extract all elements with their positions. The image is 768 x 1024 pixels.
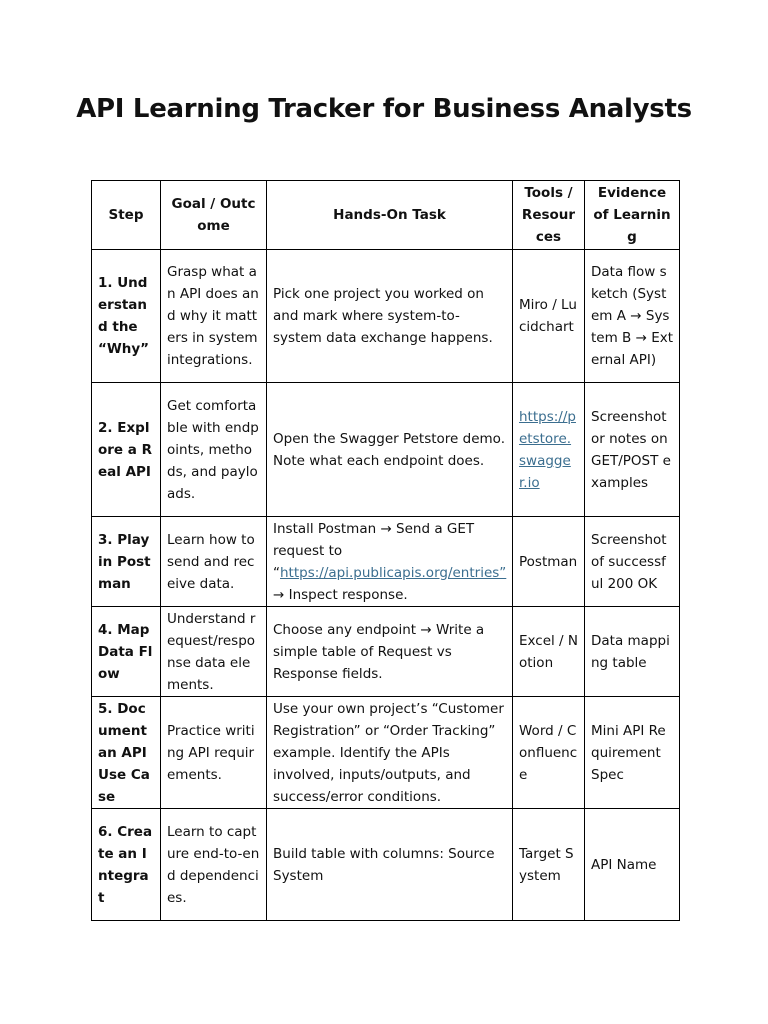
header-task: Hands-On Task <box>267 181 513 250</box>
goal-cell: Learn how to send and receive data. <box>161 517 267 607</box>
header-goal: Goal / Outcome <box>161 181 267 250</box>
step-cell: 5. Document an API Use Case <box>92 697 161 809</box>
goal-cell: Get comfortable with endpoints, methods, and payloads. <box>161 383 267 517</box>
step-cell: 2. Explore a Real API <box>92 383 161 517</box>
tools-cell: Miro / Lucidchart <box>513 250 585 383</box>
table-row <box>92 383 680 517</box>
tools-cell: Postman <box>513 517 585 607</box>
table-row <box>92 607 680 697</box>
publicapis-link[interactable]: https://api.publicapis.org/entries” <box>280 564 507 581</box>
step-cell: 1. Understand the “Why” <box>92 250 161 383</box>
petstore-link[interactable]: https://petstore.swagger.io <box>519 408 576 491</box>
header-step: Step <box>92 181 161 250</box>
task-cell: Pick one project you worked on and mark where system-to-system data exchange happens. <box>267 250 513 383</box>
tools-cell: Target System <box>513 809 585 921</box>
task-text-pre: Install Postman → Send a GET request to “ <box>273 520 475 581</box>
evidence-cell: Data mapping table <box>585 607 680 697</box>
table-row <box>92 809 680 921</box>
evidence-cell: Mini API Requirement Spec <box>585 697 680 809</box>
step-cell: 4. Map Data Flow <box>92 607 161 697</box>
table-row <box>92 250 680 383</box>
task-cell: Build table with columns: Source System <box>267 809 513 921</box>
header-row <box>92 181 680 250</box>
task-cell: Open the Swagger Petstore demo. Note what each endpoint does. <box>267 383 513 517</box>
goal-cell: Grasp what an API does and why it matters in system integrations. <box>161 250 267 383</box>
table-row <box>92 517 680 607</box>
evidence-cell: Screenshot of successful 200 OK <box>585 517 680 607</box>
task-cell <box>267 517 513 607</box>
evidence-cell: Data flow sketch (System A → System B → External API) <box>585 250 680 383</box>
evidence-cell: API Name <box>585 809 680 921</box>
task-cell: Choose any endpoint → Write a simple table of Request vs Response fields. <box>267 607 513 697</box>
step-cell: 6. Create an Integrat <box>92 809 161 921</box>
goal-cell: Learn to capture end-to-end dependencies. <box>161 809 267 921</box>
evidence-cell: Screenshot or notes on GET/POST examples <box>585 383 680 517</box>
task-cell: Use your own project’s “Customer Registration” or “Order Tracking” example. Identify the APIs involved, inputs/outputs, and success/error conditions. <box>267 697 513 809</box>
goal-cell: Practice writing API requirements. <box>161 697 267 809</box>
tools-cell <box>513 383 585 517</box>
tracker-table <box>91 180 680 921</box>
goal-cell: Understand request/response data elements. <box>161 607 267 697</box>
table-row <box>92 697 680 809</box>
task-text-post: → Inspect response. <box>273 586 408 603</box>
page-title: API Learning Tracker for Business Analysts <box>76 94 692 124</box>
header-evidence: Evidence of Learning <box>585 181 680 250</box>
tools-cell: Excel / Notion <box>513 607 585 697</box>
step-cell: 3. Play in Postman <box>92 517 161 607</box>
tools-cell: Word / Confluence <box>513 697 585 809</box>
header-tools: Tools / Resources <box>513 181 585 250</box>
